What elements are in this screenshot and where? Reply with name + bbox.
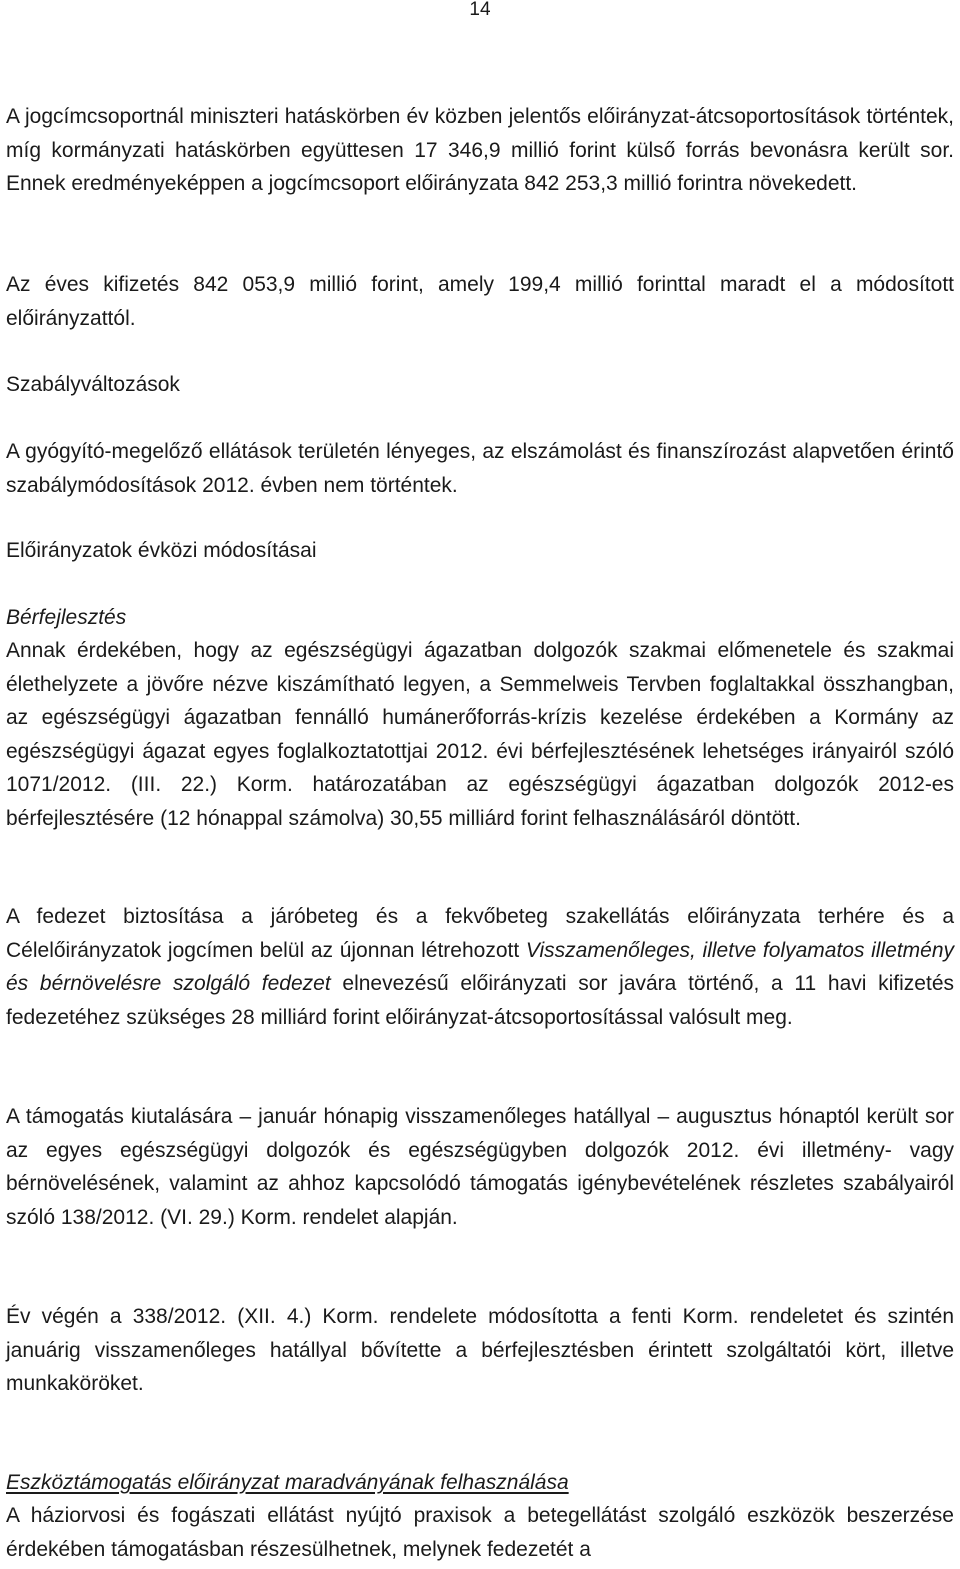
section-heading-rule-changes: Szabályváltozások — [6, 373, 180, 396]
section-heading-midyear-modifications: Előirányzatok évközi módosításai — [6, 539, 317, 562]
page-number: 14 — [469, 0, 491, 20]
funding-text-end: elnevezésű előirányzati sor javára történő, a 11 havi kifizetés fedezetéhez szükséges 28 milliárd forint előirányzat-átcsoportosítással valósult meg. — [6, 972, 954, 1029]
funding-text-start: A fedezet biztosítása a járóbeteg és a fekvőbeteg szakellátás előirányzata terhére és a Célelőirányzatok jogcímen belül az újonnan létrehozott — [6, 905, 954, 962]
paragraph-appropriation-changes: A jogcímcsoportnál miniszteri hatáskörben év közben jelentős előirányzat-átcsoportosítások történtek, míg kormányzati hatáskörben együttesen 17 346,9 millió forint külső forrás bevonásra került sor. Ennek eredményeképpen a jogcímcsoport előirányzata 842 253,3 millió forintra növekedett. — [6, 105, 954, 195]
paragraph-funding-source — [6, 900, 954, 1034]
funding-line-name: Visszamenőleges, illetve folyamatos illetmény és bérnövelésre szolgáló fedezet — [6, 938, 954, 995]
paragraph-equipment-support: A háziorvosi és fogászati ellátást nyújtó praxisok a betegellátást szolgáló eszközök beszerzése érdekében támogatásban részesülhetnek, melynek fedezetét a — [6, 1504, 954, 1561]
paragraph-year-end-amendment: Év végén a 338/2012. (XII. 4.) Korm. rendelete módosította a fenti Korm. rendeletet és szintén januárig visszamenőleges hatállyal bővítette a bérfejlesztésben érintett szolgáltatói kört, illetve munkaköröket. — [6, 1305, 954, 1395]
paragraph-rule-changes: A gyógyító-megelőző ellátások területén lényeges, az elszámolást és finanszírozást alapvetően érintő szabálymódosítások 2012. évben nem történtek. — [6, 440, 954, 497]
subheading-equipment-support: Eszköztámogatás előirányzat maradványának felhasználása — [6, 1471, 569, 1494]
subheading-wage-development: Bérfejlesztés — [6, 606, 127, 629]
paragraph-wage-development: Annak érdekében, hogy az egészségügyi ágazatban dolgozók szakmai előmenetele és szakmai élethelyzete a jövőre nézve kiszámítható legyen, a Semmelweis Tervben foglaltakkal összhangban, az egészségügyi ágazatban fennálló humánerőforrás-krízis kezelése érdekében a Kormány az egészségügyi ágazat egyes foglalkoztatottjai 2012. évi bérfejlesztésének lehetséges irányairól szóló 1071/2012. (III. 22.) Korm. határozatában az egészségügyi ágazatban dolgozók 2012-es bérfejlesztésére (12 hónappal számolva) 30,55 milliárd forint felhasználásáról döntött. — [6, 639, 954, 830]
paragraph-support-disbursement: A támogatás kiutalására – január hónapig visszamenőleges hatállyal – augusztus hónaptól került sor az egyes egészségügyi dolgozók és egészségügyben dolgozók 2012. évi illetmény- vagy bérnövelésének, valamint az ahhoz kapcsolódó támogatás igénybevételének részletes szabályairól szóló 138/2012. (VI. 29.) Korm. rendelet alapján. — [6, 1105, 954, 1229]
paragraph-annual-payment: Az éves kifizetés 842 053,9 millió forint, amely 199,4 millió forinttal maradt el a módosított előirányzattól. — [6, 273, 954, 330]
